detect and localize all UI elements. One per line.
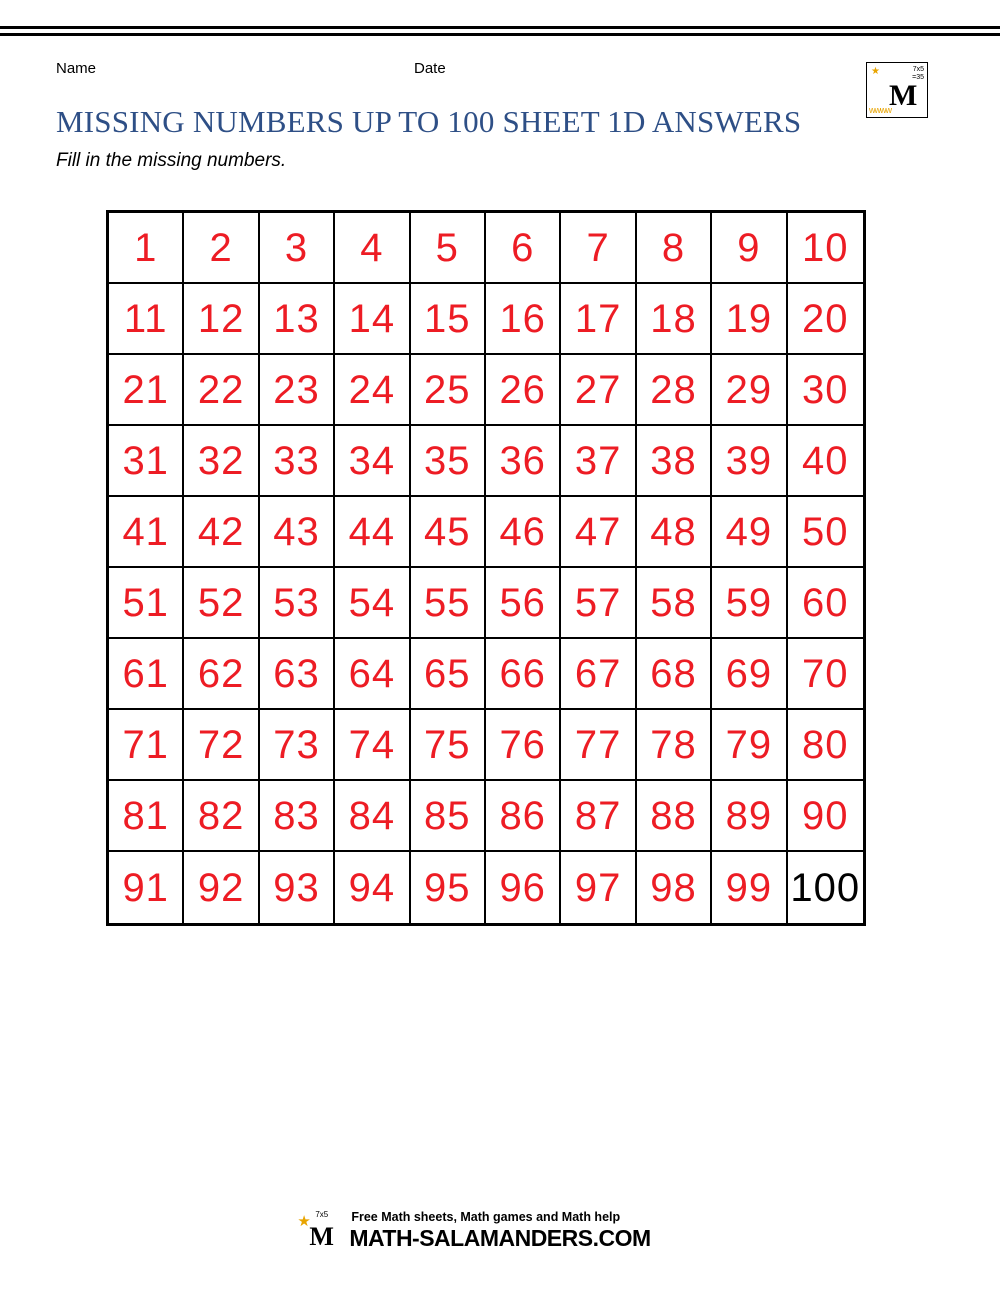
page-title: MISSING NUMBERS UP TO 100 SHEET 1D ANSWERS (56, 104, 802, 139)
grid-cell[interactable]: 10 (788, 213, 863, 284)
grid-cell[interactable]: 17 (561, 284, 636, 355)
grid-cell[interactable]: 29 (712, 355, 787, 426)
grid-cell[interactable]: 55 (411, 568, 486, 639)
grid-cell[interactable]: 67 (561, 639, 636, 710)
grid-cell[interactable]: 57 (561, 568, 636, 639)
grid-cell[interactable]: 64 (335, 639, 410, 710)
grid-cell[interactable]: 34 (335, 426, 410, 497)
grid-cell[interactable]: 30 (788, 355, 863, 426)
grid-cell[interactable]: 76 (486, 710, 561, 781)
footer-tagline: Free Math sheets, Math games and Math help (351, 1210, 621, 1224)
grid-cell[interactable]: 88 (637, 781, 712, 852)
grid-cell[interactable]: 95 (411, 852, 486, 923)
grid-cell[interactable]: 99 (712, 852, 787, 923)
grid-cell[interactable]: 77 (561, 710, 636, 781)
grid-cell[interactable]: 83 (260, 781, 335, 852)
grid-cell[interactable]: 44 (335, 497, 410, 568)
grid-cell[interactable]: 86 (486, 781, 561, 852)
top-rule-upper (0, 26, 1000, 29)
grid-cell[interactable]: 3 (260, 213, 335, 284)
grid-cell[interactable]: 66 (486, 639, 561, 710)
grid-cell[interactable]: 42 (184, 497, 259, 568)
grid-cell[interactable]: 13 (260, 284, 335, 355)
grid-cell[interactable]: 1 (109, 213, 184, 284)
grid-cell[interactable]: 82 (184, 781, 259, 852)
grid-cell[interactable]: 11 (109, 284, 184, 355)
grid-cell[interactable]: 23 (260, 355, 335, 426)
grid-cell[interactable]: 24 (335, 355, 410, 426)
grid-cell[interactable]: 70 (788, 639, 863, 710)
grid-cell[interactable]: 50 (788, 497, 863, 568)
grid-cell[interactable]: 52 (184, 568, 259, 639)
grid-cell[interactable]: 20 (788, 284, 863, 355)
grid-cell[interactable]: 43 (260, 497, 335, 568)
grid-cell[interactable]: 81 (109, 781, 184, 852)
grid-cell[interactable]: 59 (712, 568, 787, 639)
grid-cell[interactable]: 90 (788, 781, 863, 852)
grid-cell[interactable]: 93 (260, 852, 335, 923)
grid-cell[interactable]: 39 (712, 426, 787, 497)
grid-cell[interactable]: 87 (561, 781, 636, 852)
grid-cell[interactable]: 58 (637, 568, 712, 639)
grid-cell[interactable]: 89 (712, 781, 787, 852)
footer-equation-icon: 7x5 (315, 1210, 329, 1219)
grid-cell[interactable]: 62 (184, 639, 259, 710)
grid-cell[interactable]: 96 (486, 852, 561, 923)
grid-cell[interactable]: 51 (109, 568, 184, 639)
grid-cell[interactable]: 100 (790, 865, 861, 910)
grid-cell[interactable]: 5 (411, 213, 486, 284)
grid-cell[interactable]: 9 (712, 213, 787, 284)
grid-cell[interactable]: 4 (335, 213, 410, 284)
footer (0, 1210, 1000, 1252)
grid-cell[interactable]: 92 (184, 852, 259, 923)
grid-cell[interactable]: 69 (712, 639, 787, 710)
grid-cell[interactable]: 73 (260, 710, 335, 781)
grid-cell[interactable]: 61 (109, 639, 184, 710)
grid-cell[interactable]: 22 (184, 355, 259, 426)
grid-cell[interactable]: 85 (411, 781, 486, 852)
grid-cell[interactable]: 46 (486, 497, 561, 568)
grid-cell[interactable]: 15 (411, 284, 486, 355)
grid-cell[interactable]: 32 (184, 426, 259, 497)
grid-cell[interactable]: 94 (335, 852, 410, 923)
grid-cell[interactable]: 31 (109, 426, 184, 497)
math-salamanders-logo-icon (866, 62, 928, 118)
grid-cell[interactable]: 56 (486, 568, 561, 639)
grid-cell[interactable]: 84 (335, 781, 410, 852)
grid-cell[interactable]: 21 (109, 355, 184, 426)
logo-monogram: M (889, 79, 918, 112)
grid-cell[interactable]: 14 (335, 284, 410, 355)
grass-icon: wwww (869, 105, 891, 115)
grid-cell[interactable]: 12 (184, 284, 259, 355)
date-label: Date (414, 60, 446, 77)
grid-cell[interactable]: 26 (486, 355, 561, 426)
grid-cell[interactable]: 63 (260, 639, 335, 710)
grid-cell[interactable]: 19 (712, 284, 787, 355)
page-instructions: Fill in the missing numbers. (56, 150, 287, 171)
grid-cell[interactable]: 36 (486, 426, 561, 497)
equation-line-2: =35 (912, 74, 924, 82)
grid-cell[interactable]: 54 (335, 568, 410, 639)
grid-cell[interactable]: 68 (637, 639, 712, 710)
grid-cell[interactable]: 98 (637, 852, 712, 923)
grid-cell[interactable]: 35 (411, 426, 486, 497)
name-label: Name (56, 60, 97, 77)
header-fields (56, 60, 856, 80)
grid-cell[interactable]: 40 (788, 426, 863, 497)
grid-cell[interactable]: 60 (788, 568, 863, 639)
grid-cell[interactable]: 71 (109, 710, 184, 781)
grid-cell[interactable]: 48 (637, 497, 712, 568)
grid-cell[interactable]: 97 (561, 852, 636, 923)
grid-cell[interactable]: 7 (561, 213, 636, 284)
grid-cell[interactable]: 8 (637, 213, 712, 284)
grid-cell[interactable]: 27 (561, 355, 636, 426)
grid-cell[interactable]: 74 (335, 710, 410, 781)
top-rule-lower (0, 33, 1000, 36)
hundred-square-grid (106, 210, 866, 926)
grid-cell[interactable]: 47 (561, 497, 636, 568)
grid-cell[interactable]: 72 (184, 710, 259, 781)
grid-cell[interactable]: 79 (712, 710, 787, 781)
grid-cell[interactable]: 41 (109, 497, 184, 568)
grid-cell[interactable]: 28 (637, 355, 712, 426)
grid-cell[interactable]: 45 (411, 497, 486, 568)
grid-cell[interactable]: 91 (109, 852, 184, 923)
grid-cell[interactable]: 2 (184, 213, 259, 284)
grid-cell[interactable]: 65 (411, 639, 486, 710)
grid-cell[interactable]: 49 (712, 497, 787, 568)
grid-cell[interactable]: 16 (486, 284, 561, 355)
grid-cell[interactable]: 18 (637, 284, 712, 355)
grid-cell[interactable]: 75 (411, 710, 486, 781)
grid-cell[interactable]: 25 (411, 355, 486, 426)
grid-cell[interactable]: 38 (637, 426, 712, 497)
equation-line-1: 7x5 (912, 66, 924, 73)
grid-cell[interactable]: 37 (561, 426, 636, 497)
footer-url: MATH-SALAMANDERS.COM (349, 1225, 651, 1251)
grid-cell[interactable]: 53 (260, 568, 335, 639)
grid-cell[interactable]: 78 (637, 710, 712, 781)
footer-salamander-icon: ★ (297, 1213, 311, 1230)
grid-cell[interactable]: 33 (260, 426, 335, 497)
footer-monogram: M (309, 1222, 334, 1251)
grid-cell[interactable]: 6 (486, 213, 561, 284)
salamander-icon: ★ (871, 66, 880, 77)
grid-cell[interactable]: 80 (788, 710, 863, 781)
footer-logo-block (297, 1210, 651, 1252)
